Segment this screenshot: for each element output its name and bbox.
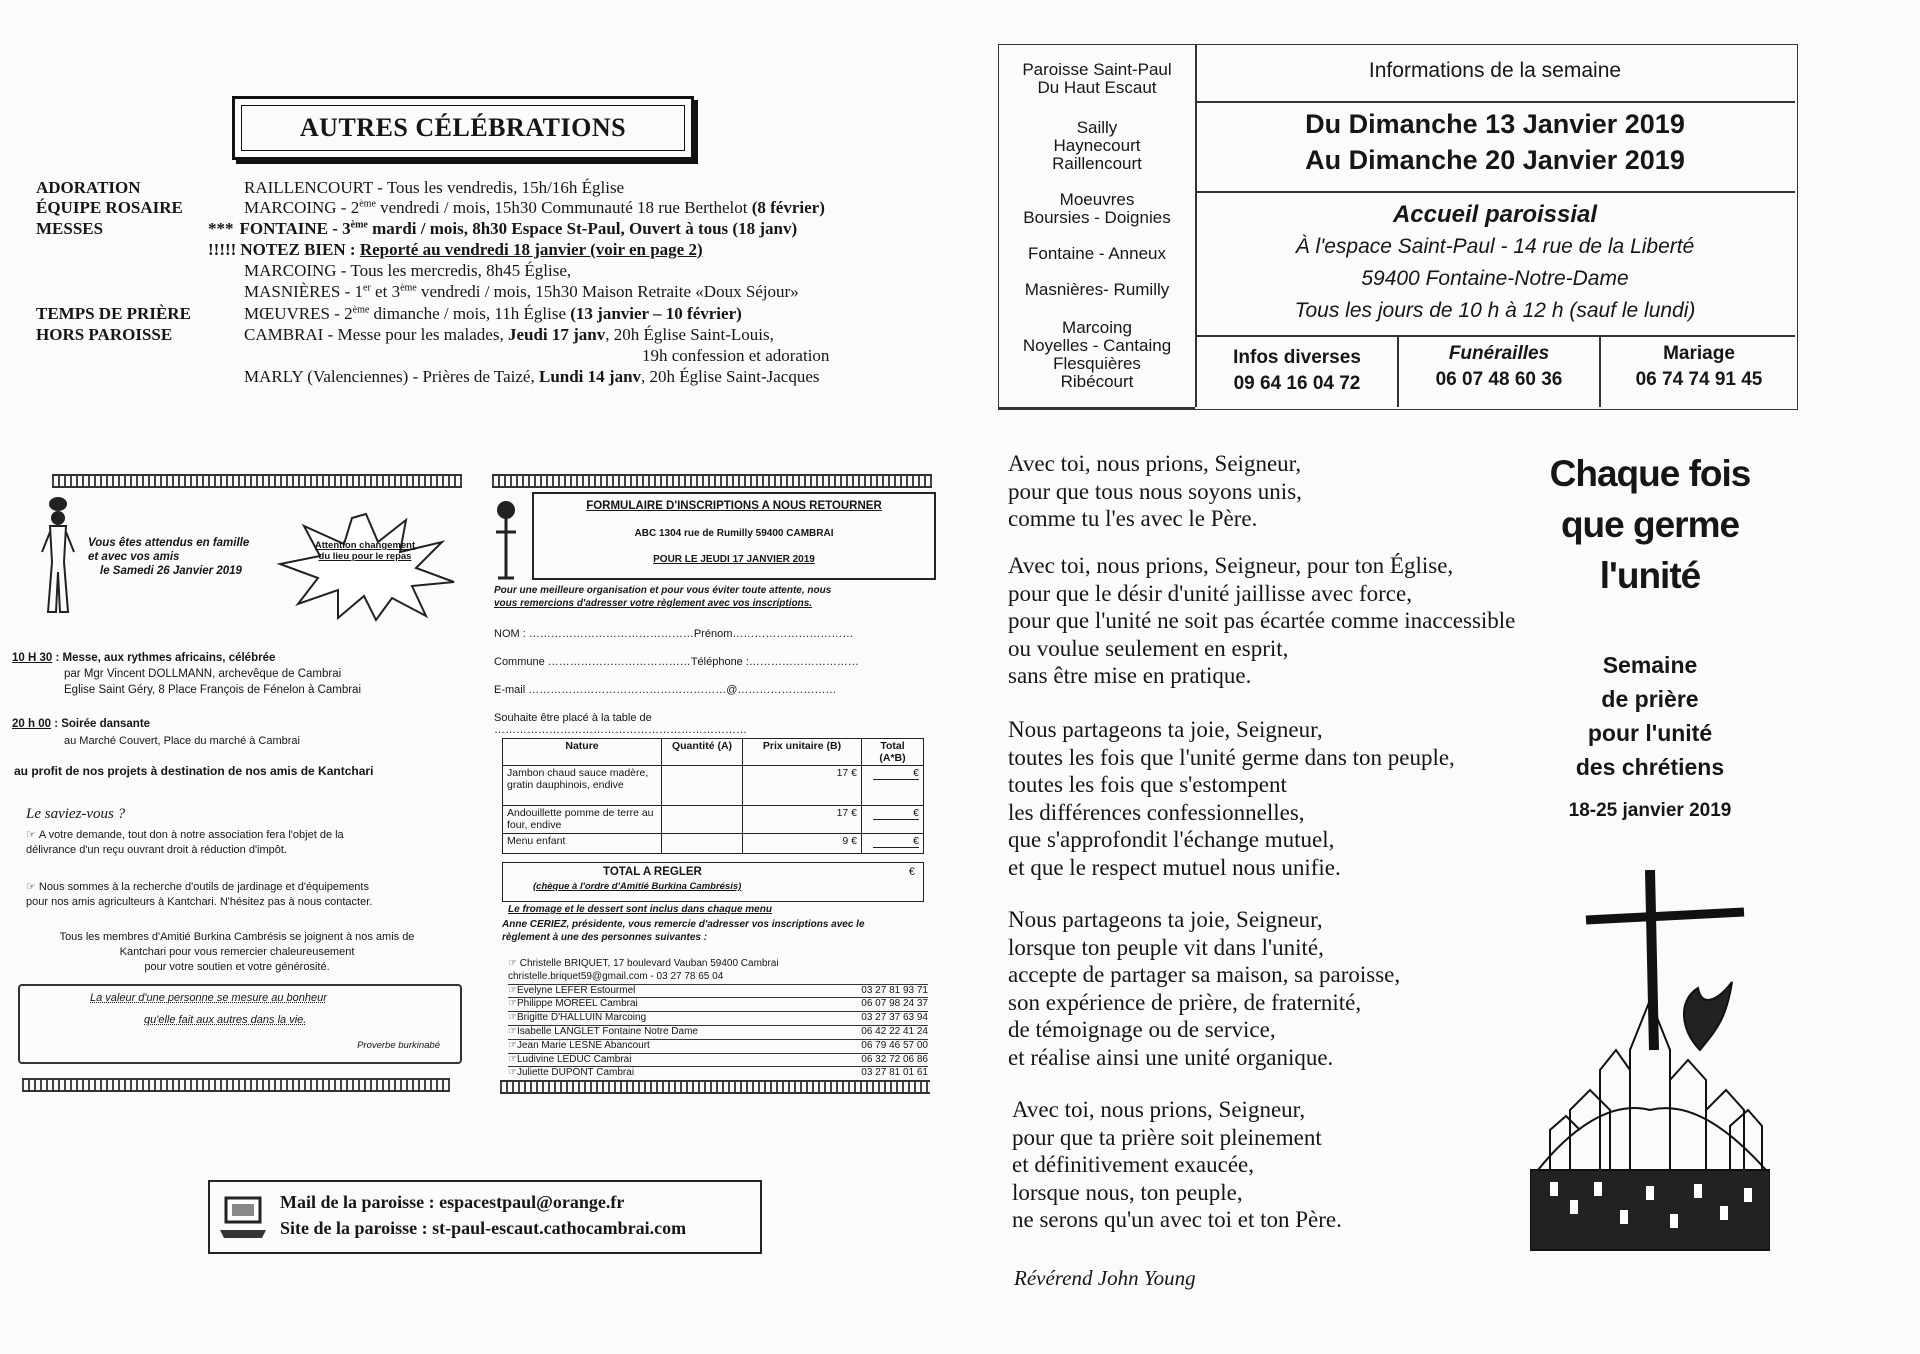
label-hors-paroisse: HORS PAROISSE bbox=[36, 325, 173, 344]
prayer-stanza: Nous partageons ta joie, Seigneur, lorsque ton peuple vit dans l'unité, accepte de partager sa maison, sa paroisse, son expérience de prière, de fraternité, de témoignage ou de service, et réalise ainsi une unité organique. bbox=[1008, 907, 1401, 1070]
form-title: FORMULAIRE D'INSCRIPTIONS A NOUS RETOURNER bbox=[586, 500, 882, 512]
total-label: TOTAL A REGLER bbox=[603, 866, 702, 878]
parish-village: Boursies - Doignies bbox=[1023, 208, 1171, 227]
celebration-line: MASNIÈRES - 1er et 3ème vendredi / mois, 15h30 Maison Retraite «Doux Séjour» bbox=[244, 282, 799, 301]
date-to: Au Dimanche 20 Janvier 2019 bbox=[1305, 145, 1685, 175]
total-cell[interactable]: € bbox=[862, 766, 924, 806]
column-header: Prix unitaire (B) bbox=[743, 739, 862, 766]
decorative-border bbox=[500, 1080, 930, 1094]
cross-church-icon bbox=[1530, 870, 1770, 1270]
celebration-line: !!!!! NOTEZ BIEN : Reporté au vendredi 18 janvier (voir en page 2) bbox=[208, 240, 703, 259]
contact-label: Infos diverses bbox=[1233, 347, 1361, 368]
celebration-line: CAMBRAI - Messe pour les malades, Jeudi 17 janv, 20h Église Saint-Louis, bbox=[244, 325, 774, 344]
celebration-line: MARLY (Valenciennes) - Prières de Taizé, Lundi 14 janv, 20h Église Saint-Jacques bbox=[244, 367, 820, 386]
proverb-line: La valeur d'une personne se mesure au bonheur bbox=[90, 992, 327, 1004]
field-commune[interactable]: Commune …………………………………Téléphone :………………………… bbox=[494, 656, 859, 668]
contact-row: ☞Isabelle LANGLET Fontaine Notre Dame 06 42 22 41 24 bbox=[508, 1026, 928, 1040]
quantity-cell[interactable] bbox=[662, 766, 743, 806]
accueil-hours: Tous les jours de 10 h à 12 h (sauf le lundi) bbox=[1294, 299, 1696, 322]
parish-site[interactable]: Site de la paroisse : st-paul-escaut.cathocambrai.com bbox=[280, 1218, 687, 1238]
schedule-2: 20 h 00 : Soirée dansante bbox=[12, 718, 151, 730]
table-divider bbox=[999, 407, 1195, 409]
field-email[interactable]: E-mail ………………………………………………@……………………… bbox=[494, 684, 837, 696]
schedule-2-place: au Marché Couvert, Place du marché à Cambrai bbox=[64, 735, 300, 747]
column-header: Quantité (A) bbox=[662, 739, 743, 766]
quantity-cell[interactable] bbox=[662, 806, 743, 834]
accueil-city: 59400 Fontaine-Notre-Dame bbox=[1361, 267, 1629, 290]
celebration-line: *** FONTAINE - 3ème mardi / mois, 8h30 Espace St-Paul, Ouvert à tous (18 janv) bbox=[208, 219, 798, 238]
parish-village: Masnières- Rumilly bbox=[1024, 280, 1170, 299]
celebrations-title: AUTRES CÉLÉBRATIONS bbox=[241, 105, 685, 151]
contact-row: christelle.briquet59@gmail.com - 03 27 78 65 04 bbox=[508, 971, 928, 985]
prayer-author: Révérend John Young bbox=[1014, 1266, 1196, 1290]
parish-village: Flesquières bbox=[1053, 354, 1141, 373]
parish-mail[interactable]: Mail de la paroisse : espacestpaul@orange.fr bbox=[280, 1192, 625, 1212]
total-value[interactable]: € bbox=[908, 866, 915, 878]
table-row: Jambon chaud sauce madère, gratin dauphinois, endive 17 € € bbox=[503, 766, 924, 806]
thanks-text: Tous les membres d'Amitié Burkina Cambrésis se joignent à nos amis de Kantchari pour vous remercier chaleureusement pour votre soutien et votre générosité. bbox=[59, 931, 415, 973]
parish-village: Moeuvres bbox=[1059, 190, 1135, 209]
field-table[interactable]: Souhaite être placé à la table de …………………………………………………………… bbox=[494, 712, 747, 736]
president-note: Anne CERIEZ, présidente, vous remercie d'adresser vos inscriptions avec le règlement à une des personnes suivantes : bbox=[502, 919, 865, 943]
parish-village: Fontaine - Anneux bbox=[1028, 244, 1166, 263]
contact-phone[interactable]: 06 74 74 91 45 bbox=[1635, 369, 1763, 390]
table-divider bbox=[1195, 101, 1795, 103]
parish-name: Paroisse Saint-Paul bbox=[1022, 60, 1172, 79]
label-rosaire: ÉQUIPE ROSAIRE bbox=[36, 198, 183, 217]
decorative-border bbox=[492, 474, 932, 488]
parish-village: Sailly bbox=[1076, 118, 1118, 137]
form-deadline: POUR LE JEUDI 17 JANVIER 2019 bbox=[653, 554, 815, 565]
starburst-icon bbox=[276, 512, 456, 622]
total-box bbox=[502, 862, 924, 902]
celebration-line: RAILLENCOURT - Tous les vendredis, 15h/16h Église bbox=[244, 178, 625, 197]
prayer-stanza: Nous partageons ta joie, Seigneur, toutes les fois que l'unité germe dans ton peuple, toutes les fois que s'estompent les différences confessionnelles, que s'approfondit l'échange mutuel, et que le respect mutuel nous unifie. bbox=[1008, 717, 1455, 880]
table-divider bbox=[1195, 335, 1795, 337]
column-header: Total (A*B) bbox=[862, 739, 924, 766]
contact-row: ☞Brigitte D'HALLUIN Marcoing 03 27 37 63 94 bbox=[508, 1012, 928, 1026]
starburst-text: Attention changement du lieu pour le repas bbox=[314, 540, 416, 562]
saviez-item: ☞ Nous sommes à la recherche d'outils de jardinage et d'équipements pour nos amis agriculteurs à Kantchari. N'hésitez pas à nous contacter. bbox=[26, 881, 373, 908]
contact-row: ☞Jean Marie LESNE Abancourt 06 79 46 57 00 bbox=[508, 1040, 928, 1054]
unity-title: Chaque fois que germe l'unité bbox=[1549, 453, 1751, 596]
field-nom[interactable]: NOM : ………………………………………Prénom…………………………… bbox=[494, 628, 854, 640]
parish-village: Marcoing bbox=[1062, 318, 1132, 337]
accueil-title: Accueil paroissial bbox=[1392, 201, 1598, 228]
proverb-line: qu'elle fait aux autres dans la vie. bbox=[144, 1014, 307, 1026]
african-figure-icon bbox=[38, 492, 78, 622]
celebration-line: 19h confession et adoration bbox=[642, 346, 830, 365]
schedule-1-place: Eglise Saint Géry, 8 Place François de Fénelon à Cambrai bbox=[64, 684, 362, 696]
contact-list bbox=[508, 958, 928, 1081]
contact-phone[interactable]: 09 64 16 04 72 bbox=[1233, 373, 1361, 394]
invite-text: Vous êtes attendus en famille et avec vos amis le Samedi 26 Janvier 2019 bbox=[88, 537, 250, 577]
flower-figure-icon bbox=[488, 498, 524, 582]
info-header-table bbox=[998, 44, 1798, 410]
contact-row: ☞Philippe MOREEL Cambrai 06 07 98 24 37 bbox=[508, 998, 928, 1012]
total-cell[interactable]: € bbox=[862, 834, 924, 854]
week-title: Semaine de prière pour l'unité des chrétiens bbox=[1575, 652, 1725, 780]
parish-village: Raillencourt bbox=[1052, 154, 1142, 173]
profit-line: au profit de nos projets à destination de nos amis de Kantchari bbox=[14, 764, 374, 778]
contact-row: ☞ Christelle BRIQUET, 17 boulevard Vauban 59400 Cambrai bbox=[508, 958, 779, 969]
proverb-scroll bbox=[18, 984, 462, 1064]
celebrations-title-box bbox=[232, 96, 694, 160]
decorative-border bbox=[22, 1078, 450, 1092]
schedule-1: 10 H 30 : Messe, aux rythmes africains, célébrée bbox=[12, 652, 276, 664]
contact-label: Funérailles bbox=[1448, 343, 1550, 364]
contact-label: Mariage bbox=[1663, 343, 1735, 364]
parish-village: Haynecourt bbox=[1053, 136, 1141, 155]
saviez-item: ☞ A votre demande, tout don à notre association fera l'objet de la délivrance d'un reçu ouvrant droit à réduction d'impôt. bbox=[26, 829, 344, 856]
label-temps-priere: TEMPS DE PRIÈRE bbox=[36, 304, 191, 323]
info-title: Informations de la semaine bbox=[1368, 59, 1622, 82]
date-from: Du Dimanche 13 Janvier 2019 bbox=[1305, 109, 1685, 139]
schedule-1-detail: par Mgr Vincent DOLLMANN, archevêque de Cambrai bbox=[64, 668, 342, 680]
table-divider bbox=[1195, 191, 1795, 193]
table-row: Menu enfant 9 € € bbox=[503, 834, 924, 854]
quantity-cell[interactable] bbox=[662, 834, 743, 854]
prayer-stanza: Avec toi, nous prions, Seigneur, pour ton Église, pour que le désir d'unité jaillisse avec force, pour que l'unité ne soit pas écartée comme inaccessible ou voulue seulement en esprit, sans être mise en pratique. bbox=[1008, 553, 1516, 688]
saviez-heading: Le saviez-vous ? bbox=[26, 806, 126, 822]
label-messes: MESSES bbox=[36, 219, 104, 238]
cheque-note: (chèque à l'ordre d'Amitié Burkina Cambrésis) bbox=[533, 881, 742, 892]
parish-contact-box bbox=[208, 1180, 762, 1254]
total-cell[interactable]: € bbox=[862, 806, 924, 834]
column-header: Nature bbox=[503, 739, 662, 766]
parish-village: Ribécourt bbox=[1060, 372, 1134, 391]
decorative-border bbox=[52, 474, 462, 488]
contact-row: ☞Ludivine LEDUC Cambrai 06 32 72 06 86 bbox=[508, 1054, 928, 1068]
proverb-source: Proverbe burkinabé bbox=[357, 1040, 440, 1051]
form-header-box bbox=[532, 492, 936, 580]
form-intro: Pour une meilleure organisation et pour vous éviter toute attente, nous vous remercions d'adresser votre règlement avec vos inscriptions. bbox=[494, 585, 832, 609]
form-address: ABC 1304 rue de Rumilly 59400 CAMBRAI bbox=[634, 528, 834, 539]
accueil-address: À l'espace Saint-Paul - 14 rue de la Liberté bbox=[1295, 235, 1695, 258]
computer-icon bbox=[218, 1196, 268, 1240]
week-dates: 18-25 janvier 2019 bbox=[1568, 800, 1732, 821]
celebration-line: MARCOING - Tous les mercredis, 8h45 Église, bbox=[244, 261, 572, 280]
prayer-stanza: Avec toi, nous prions, Seigneur, pour que tous nous soyons unis, comme tu l'es avec le Père. bbox=[1008, 451, 1302, 531]
label-adoration: ADORATION bbox=[36, 178, 141, 197]
parish-name: Du Haut Escaut bbox=[1037, 78, 1157, 97]
contact-row: ☞Evelyne LEFER Estourmel 03 27 81 93 71 bbox=[508, 985, 928, 999]
fromage-note: Le fromage et le dessert sont inclus dans chaque menu bbox=[508, 904, 772, 915]
contact-row: ☞Juliette DUPONT Cambrai 03 27 81 01 61 bbox=[508, 1067, 928, 1081]
order-table bbox=[502, 738, 924, 854]
celebration-line: MARCOING - 2ème vendredi / mois, 15h30 Communauté 18 rue Berthelot (8 février) bbox=[244, 198, 825, 217]
celebration-line: MŒUVRES - 2ème dimanche / mois, 11h Église (13 janvier – 10 février) bbox=[244, 304, 742, 323]
prayer-stanza: Avec toi, nous prions, Seigneur, pour que ta prière soit pleinement et définitivement exaucée, lorsque nous, ton peuple, ne serons qu'un avec toi et ton Père. bbox=[1012, 1097, 1342, 1232]
table-row: Andouillette pomme de terre au four, endive 17 € € bbox=[503, 806, 924, 834]
contact-phone[interactable]: 06 07 48 60 36 bbox=[1435, 369, 1563, 390]
parish-village: Noyelles - Cantaing bbox=[1022, 336, 1172, 355]
